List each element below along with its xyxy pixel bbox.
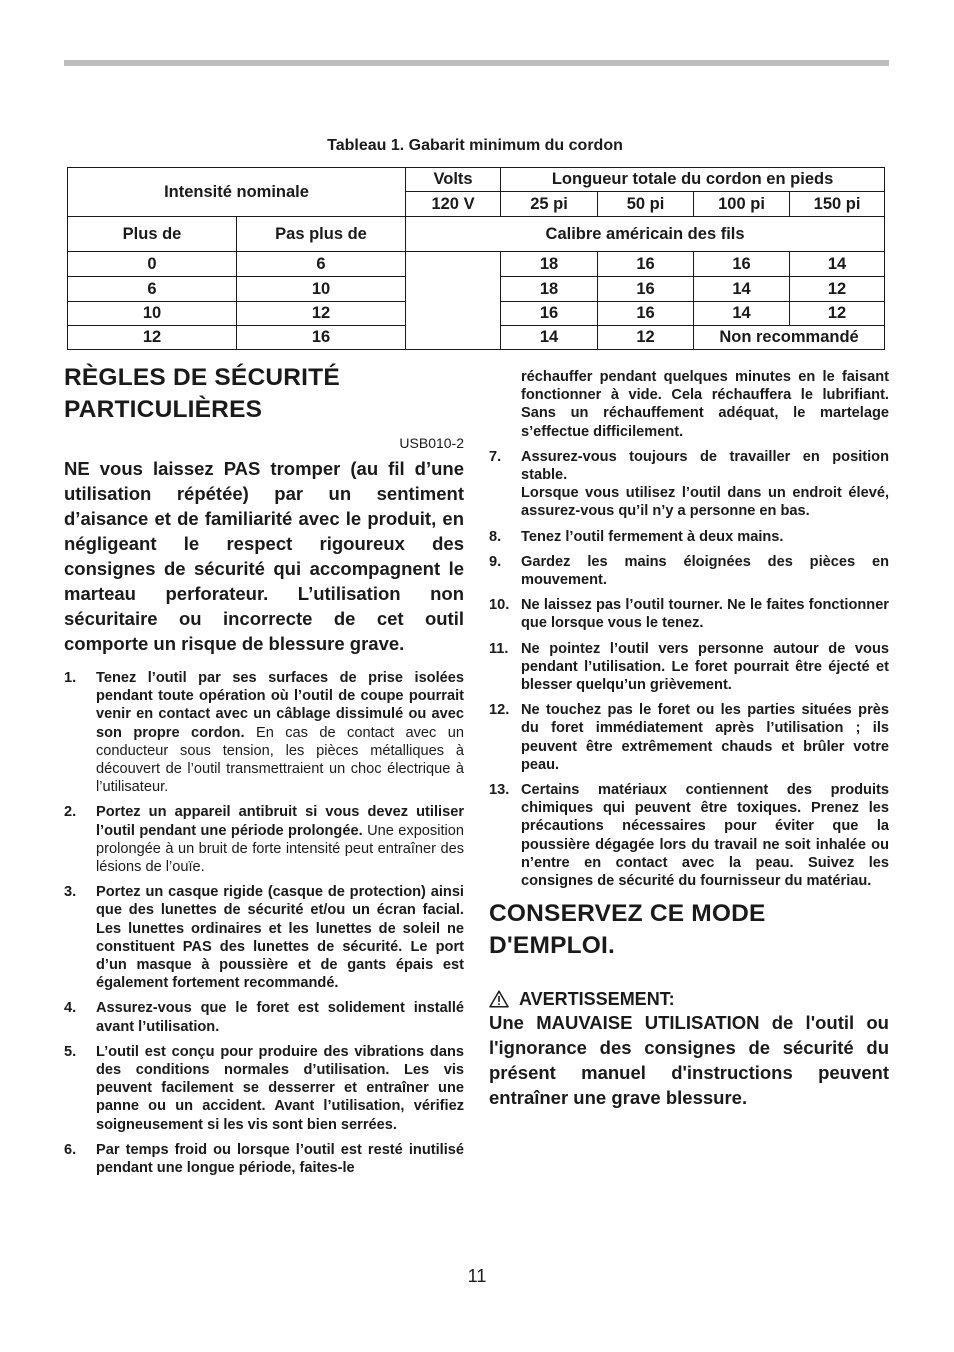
empty-volts-cell bbox=[406, 252, 501, 350]
item-number: 5. bbox=[64, 1043, 77, 1060]
table-cell: 16 bbox=[694, 252, 790, 277]
item-number: 13. bbox=[489, 782, 510, 799]
list-item bbox=[489, 448, 889, 521]
table-cell: 14 bbox=[694, 302, 790, 326]
conserve-heading-line-1: CONSERVEZ CE MODE bbox=[489, 900, 766, 928]
table-cell: 12 bbox=[68, 326, 237, 350]
conserve-heading-line-2: D'EMPLOI. bbox=[489, 932, 616, 960]
item-number: 12. bbox=[489, 702, 510, 719]
warning-triangle-icon bbox=[489, 990, 509, 1008]
header-intensite: Intensité nominale bbox=[68, 168, 406, 217]
conserve-heading bbox=[489, 898, 889, 962]
table-cell: 18 bbox=[501, 277, 598, 302]
item-number: 3. bbox=[64, 884, 77, 901]
list-item bbox=[64, 883, 464, 992]
table-cell: 10 bbox=[68, 302, 237, 326]
table-cell: 12 bbox=[790, 277, 885, 302]
document-code: USB010-2 bbox=[399, 435, 464, 451]
left-column bbox=[64, 362, 464, 1184]
item-number: 10. bbox=[489, 597, 510, 614]
item-bold-text: Lorsque vous utilisez l’outil dans un endroit élevé, assurez-vous qu’il n’y a personne en bas. bbox=[521, 485, 889, 520]
item-bold-text: Certains matériaux contiennent des produits chimiques qui peuvent être toxiques. Prenez les précautions nécessaires pour éviter que la poussière dégagée lors du travail ne soit inhalée ou n’entre en contact avec la peau. Suivez les consignes de sécurité du fournisseur du matériau. bbox=[521, 782, 889, 890]
table-cell: 6 bbox=[237, 252, 406, 277]
header-longueur: Longueur totale du cordon en pieds bbox=[501, 168, 885, 192]
item-number: 2. bbox=[64, 804, 77, 821]
table-cell: 16 bbox=[237, 326, 406, 350]
table-cell: 18 bbox=[501, 252, 598, 277]
list-item bbox=[64, 1043, 464, 1134]
list-item bbox=[489, 640, 889, 695]
item-number: 11. bbox=[489, 640, 509, 657]
right-column bbox=[489, 368, 889, 1110]
header-length: 150 pi bbox=[790, 192, 885, 217]
item-number: 9. bbox=[489, 553, 502, 570]
item-bold-text: Portez un casque rigide (casque de protection) ainsi que des lunettes de sécurité et/ou un écran facial. Les lunettes ordinaires et les lunettes de soleil ne constituent PAS des lunettes de sécurité. Le port d’un masque à poussière et de gants épais est également fortement recommandé. bbox=[96, 884, 464, 992]
item-bold-text: Ne pointez l’outil vers personne autour de vous pendant l’utilisation. Le foret pourrait être éjecté et blesser quelqu’un grièvement. bbox=[521, 640, 889, 694]
item-number: 4. bbox=[64, 1000, 77, 1017]
table-cell: 16 bbox=[598, 252, 694, 277]
item-bold-text: Tenez l’outil par ses surfaces de prise isolées pendant toute opération où l’outil de coupe pourrait venir en contact avec un câblage dissimulé ou avec son propre cordon. bbox=[96, 670, 464, 741]
item-number: 8. bbox=[489, 528, 502, 545]
table-cell: 16 bbox=[598, 302, 694, 326]
item-bold-text: L’outil est conçu pour produire des vibrations dans des conditions normales d’utilisation. Les vis peuvent facilement se desserrer et entraîner une panne ou un accident. Avant l’utilisation, vérifiez soigneusement si les vis sont bien serrées. bbox=[96, 1043, 464, 1133]
table-cell: 14 bbox=[501, 326, 598, 350]
safety-rules-list bbox=[64, 669, 464, 1177]
list-item bbox=[489, 553, 889, 589]
item-bold-text: Ne laissez pas l’outil tourner. Ne le faites fonctionner que lorsque vous le tenez. bbox=[521, 597, 889, 632]
item-bold-text: Assurez-vous toujours de travailler en position stable. bbox=[521, 448, 889, 484]
table-cell: 6 bbox=[68, 277, 237, 302]
table-cell: 14 bbox=[694, 277, 790, 302]
lead-warning-paragraph: NE vous laissez PAS tromper (au fil d’une utilisation répétée) par un sentiment d’aisance et de familiarité avec le produit, en négligeant le respect rigoureux des consignes de sécurité qui accompagnent le marteau perforateur. L’utilisation non sécuritaire ou incorrecte de cet outil comporte un risque de blessure grave. bbox=[64, 458, 464, 654]
table-cell: 14 bbox=[790, 252, 885, 277]
item-number: 1. bbox=[64, 670, 77, 686]
section-title-line-1: RÈGLES DE SÉCURITÉ bbox=[64, 364, 340, 391]
section-title bbox=[64, 362, 464, 426]
item-normal-text: Une exposition prolongée à un bruit de forte intensité peut entraîner des lésions de l’ouïe. bbox=[96, 822, 464, 876]
list-item bbox=[489, 701, 889, 774]
item-bold-text: Portez un appareil antibruit si vous devez utiliser l’outil pendant une période prolongée. bbox=[96, 804, 464, 839]
item-bold-text: Ne touchez pas le foret ou les parties situées près du foret immédiatement après l’utilisation ; ils peuvent être extrêmement chauds et brûler votre peau. bbox=[521, 702, 889, 773]
header-plus-de: Plus de bbox=[68, 217, 237, 252]
header-length: 50 pi bbox=[598, 192, 694, 217]
header-pas-plus-de: Pas plus de bbox=[237, 217, 406, 252]
header-120v: 120 V bbox=[406, 192, 501, 217]
list-item bbox=[489, 596, 889, 632]
warning-body: Une MAUVAISE UTILISATION de l'outil ou l'ignorance des consignes de sécurité du présent manuel d'instructions peuvent entraîner une grave blessure. bbox=[489, 1012, 889, 1109]
list-item bbox=[489, 781, 889, 890]
table-cell: 12 bbox=[790, 302, 885, 326]
table-cell: 0 bbox=[68, 252, 237, 277]
table-cell: 12 bbox=[598, 326, 694, 350]
section-title-line-2: PARTICULIÈRES bbox=[64, 396, 263, 423]
item-bold-text: Par temps froid ou lorsque l’outil est resté inutilisé pendant une longue période, faites-le bbox=[96, 1141, 464, 1177]
table-caption: Tableau 1. Gabarit minimum du cordon bbox=[327, 137, 623, 154]
safety-rules-list-continued bbox=[489, 448, 889, 890]
table-cell: 12 bbox=[237, 302, 406, 326]
item-number: 6. bbox=[64, 1141, 77, 1158]
cord-gauge-table bbox=[67, 167, 885, 350]
list-item bbox=[64, 669, 464, 796]
table-cell-not-recommended: Non recommandé bbox=[694, 326, 885, 350]
list-item bbox=[64, 803, 464, 876]
item-normal-text: En cas de contact avec un conducteur sous tension, les pièces métalliques à découvert de l’outil transmettraient un choc électrique à l’utilisateur. bbox=[96, 724, 465, 796]
table-cell: 16 bbox=[501, 302, 598, 326]
list-item bbox=[64, 999, 464, 1035]
item-number: 7. bbox=[489, 448, 502, 465]
item-bold-text: Tenez l’outil fermement à deux mains. bbox=[521, 528, 784, 545]
header-volts: Volts bbox=[406, 168, 501, 192]
header-calibre: Calibre américain des fils bbox=[406, 217, 885, 252]
item-bold-text: Gardez les mains éloignées des pièces en mouvement. bbox=[521, 553, 889, 589]
list-item bbox=[489, 528, 889, 546]
table-cell: 10 bbox=[237, 277, 406, 302]
warning-title-text: AVERTISSEMENT: bbox=[519, 989, 675, 1010]
table-row bbox=[68, 252, 885, 277]
rule-6-continuation: réchauffer pendant quelques minutes en le faisant fonctionner à vide. Cela réchauffera le lubrifiant. Sans un réchauffement adéquat, le martelage s’effectue difficilement. bbox=[521, 369, 889, 440]
item-bold-text: Assurez-vous que le foret est solidement installé avant l’utilisation. bbox=[96, 1000, 464, 1035]
top-rule bbox=[64, 60, 889, 66]
warning-title bbox=[489, 988, 889, 1010]
list-item bbox=[64, 1141, 464, 1177]
header-length: 100 pi bbox=[694, 192, 790, 217]
page-number: 11 bbox=[467, 1266, 487, 1286]
header-length: 25 pi bbox=[501, 192, 598, 217]
table-cell: 16 bbox=[598, 277, 694, 302]
